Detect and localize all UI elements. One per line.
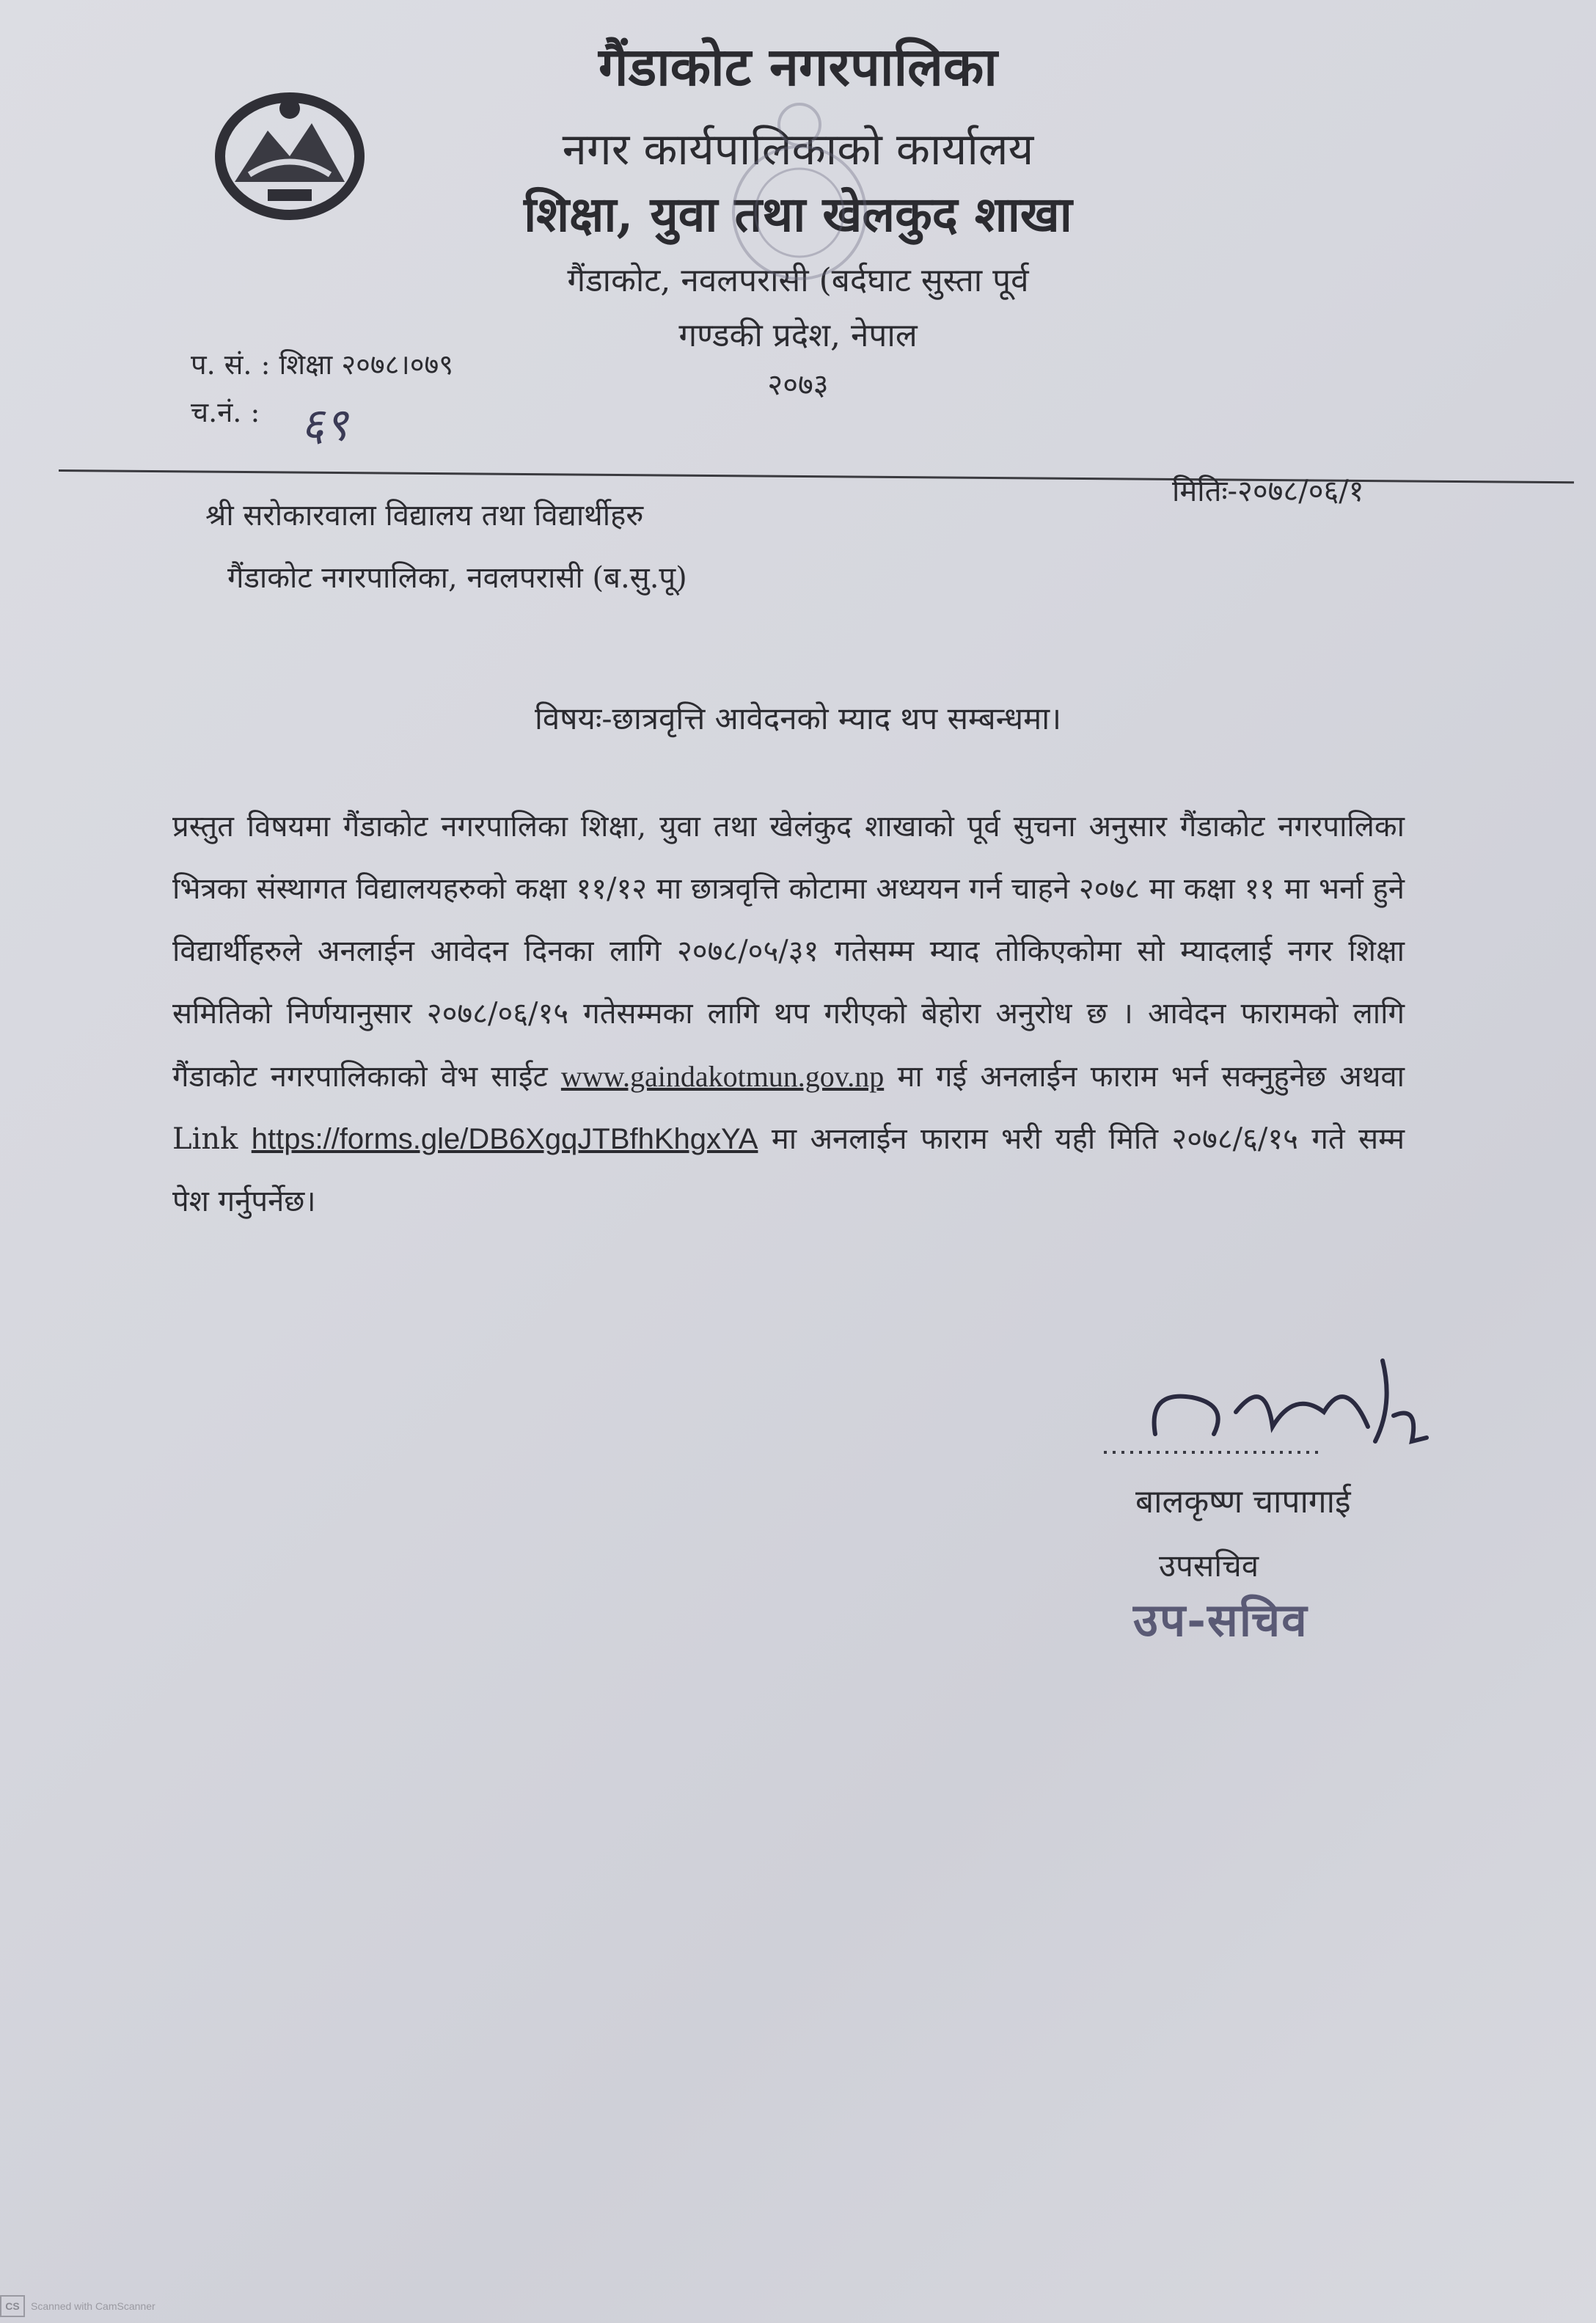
reference-number: प. सं. : शिक्षा २०७८।०७९ bbox=[191, 348, 454, 381]
body-text-2: मा गई अनलाईन फाराम भर्न सक्नुहुनेछ अथवा Link bbox=[172, 1060, 1405, 1156]
office-address: गैंडाकोट, नवलपरासी (बर्दघाट सुस्ता पूर्व bbox=[567, 262, 1029, 299]
website-link[interactable]: www.gaindakotmun.gov.np bbox=[560, 1060, 885, 1093]
dispatch-number-label: च.नं. : bbox=[191, 396, 260, 428]
branch-name: शिक्षा, युवा तथा खेलकुद शाखा bbox=[524, 186, 1072, 243]
office-line: नगर कार्यपालिकाको कार्यालय bbox=[562, 124, 1034, 175]
handwritten-signature-icon bbox=[1104, 1346, 1434, 1478]
signatory-seal: उप-सचिव bbox=[1133, 1593, 1308, 1647]
body-text-3: मा अनलाईन फाराम भरी यही मिति २०७८/६/१५ गते सम्म पेश गर्नुपर्नेछ। bbox=[172, 1122, 1405, 1218]
body-text-1: प्रस्तुत विषयमा गैंडाकोट नगरपालिका शिक्षा, युवा तथा खेलंकुद शाखाको पूर्व सुचना अनुसार गैंडाकोट नगरपालिका भित्रका संस्थागत विद्यालयहरुको कक्षा ११/१२ मा छात्रवृत्ति कोटामा अध्ययन गर्न चाहने २०७८ मा कक्षा ११ मा भर्ना हुने विद्यार्थीहरुले अनलाईन आवेदन दिनका लागि २०७८/०५/३१ गतेसम्म म्याद तोकिएकोमा सो म्यादलाई नगर शिक्षा समितिको निर्णयानुसार २०७८/०६/१५ गतेसम्मका लागि थप गरीएको बेहोरा अनुरोध छ । आवेदन फारामको लागि गैंडाकोट नगरपालिकाको वेभ साईट bbox=[172, 810, 1405, 1094]
letter-date: मितिः-२०७८/०६/१ bbox=[1172, 475, 1364, 508]
scanner-label: Scanned with CamScanner bbox=[31, 2300, 155, 2312]
established-year: २०७३ bbox=[767, 368, 829, 402]
municipality-emblem-icon bbox=[198, 79, 381, 233]
signatory-post: उपसचिव bbox=[1159, 1548, 1259, 1584]
office-name: गैंडाकोट नगरपालिका bbox=[598, 35, 997, 98]
letter-subject: विषयः-छात्रवृत्ति आवेदनको म्याद थप सम्बन्धमा। bbox=[534, 700, 1061, 736]
signatory-name: बालकृष्ण चापागाई bbox=[1135, 1483, 1351, 1521]
office-stamp-icon bbox=[722, 95, 876, 293]
office-province: गण्डकी प्रदेश, नेपाल bbox=[678, 317, 918, 354]
letter-body bbox=[172, 796, 1405, 1233]
form-link[interactable]: https://forms.gle/DB6XgqJTBfhKhgxYA bbox=[251, 1123, 758, 1155]
addressee-line-2: गैंडाकोट नगरपालिका, नवलपरासी (ब.सु.पू) bbox=[227, 561, 687, 595]
scanner-watermark bbox=[0, 2294, 155, 2318]
addressee-line-1: श्री सरोकारवाला विद्यालय तथा विद्यार्थीहरु bbox=[205, 499, 644, 533]
dispatch-number-handwritten: ६९ bbox=[301, 398, 348, 451]
camscanner-icon: CS bbox=[0, 2295, 25, 2317]
